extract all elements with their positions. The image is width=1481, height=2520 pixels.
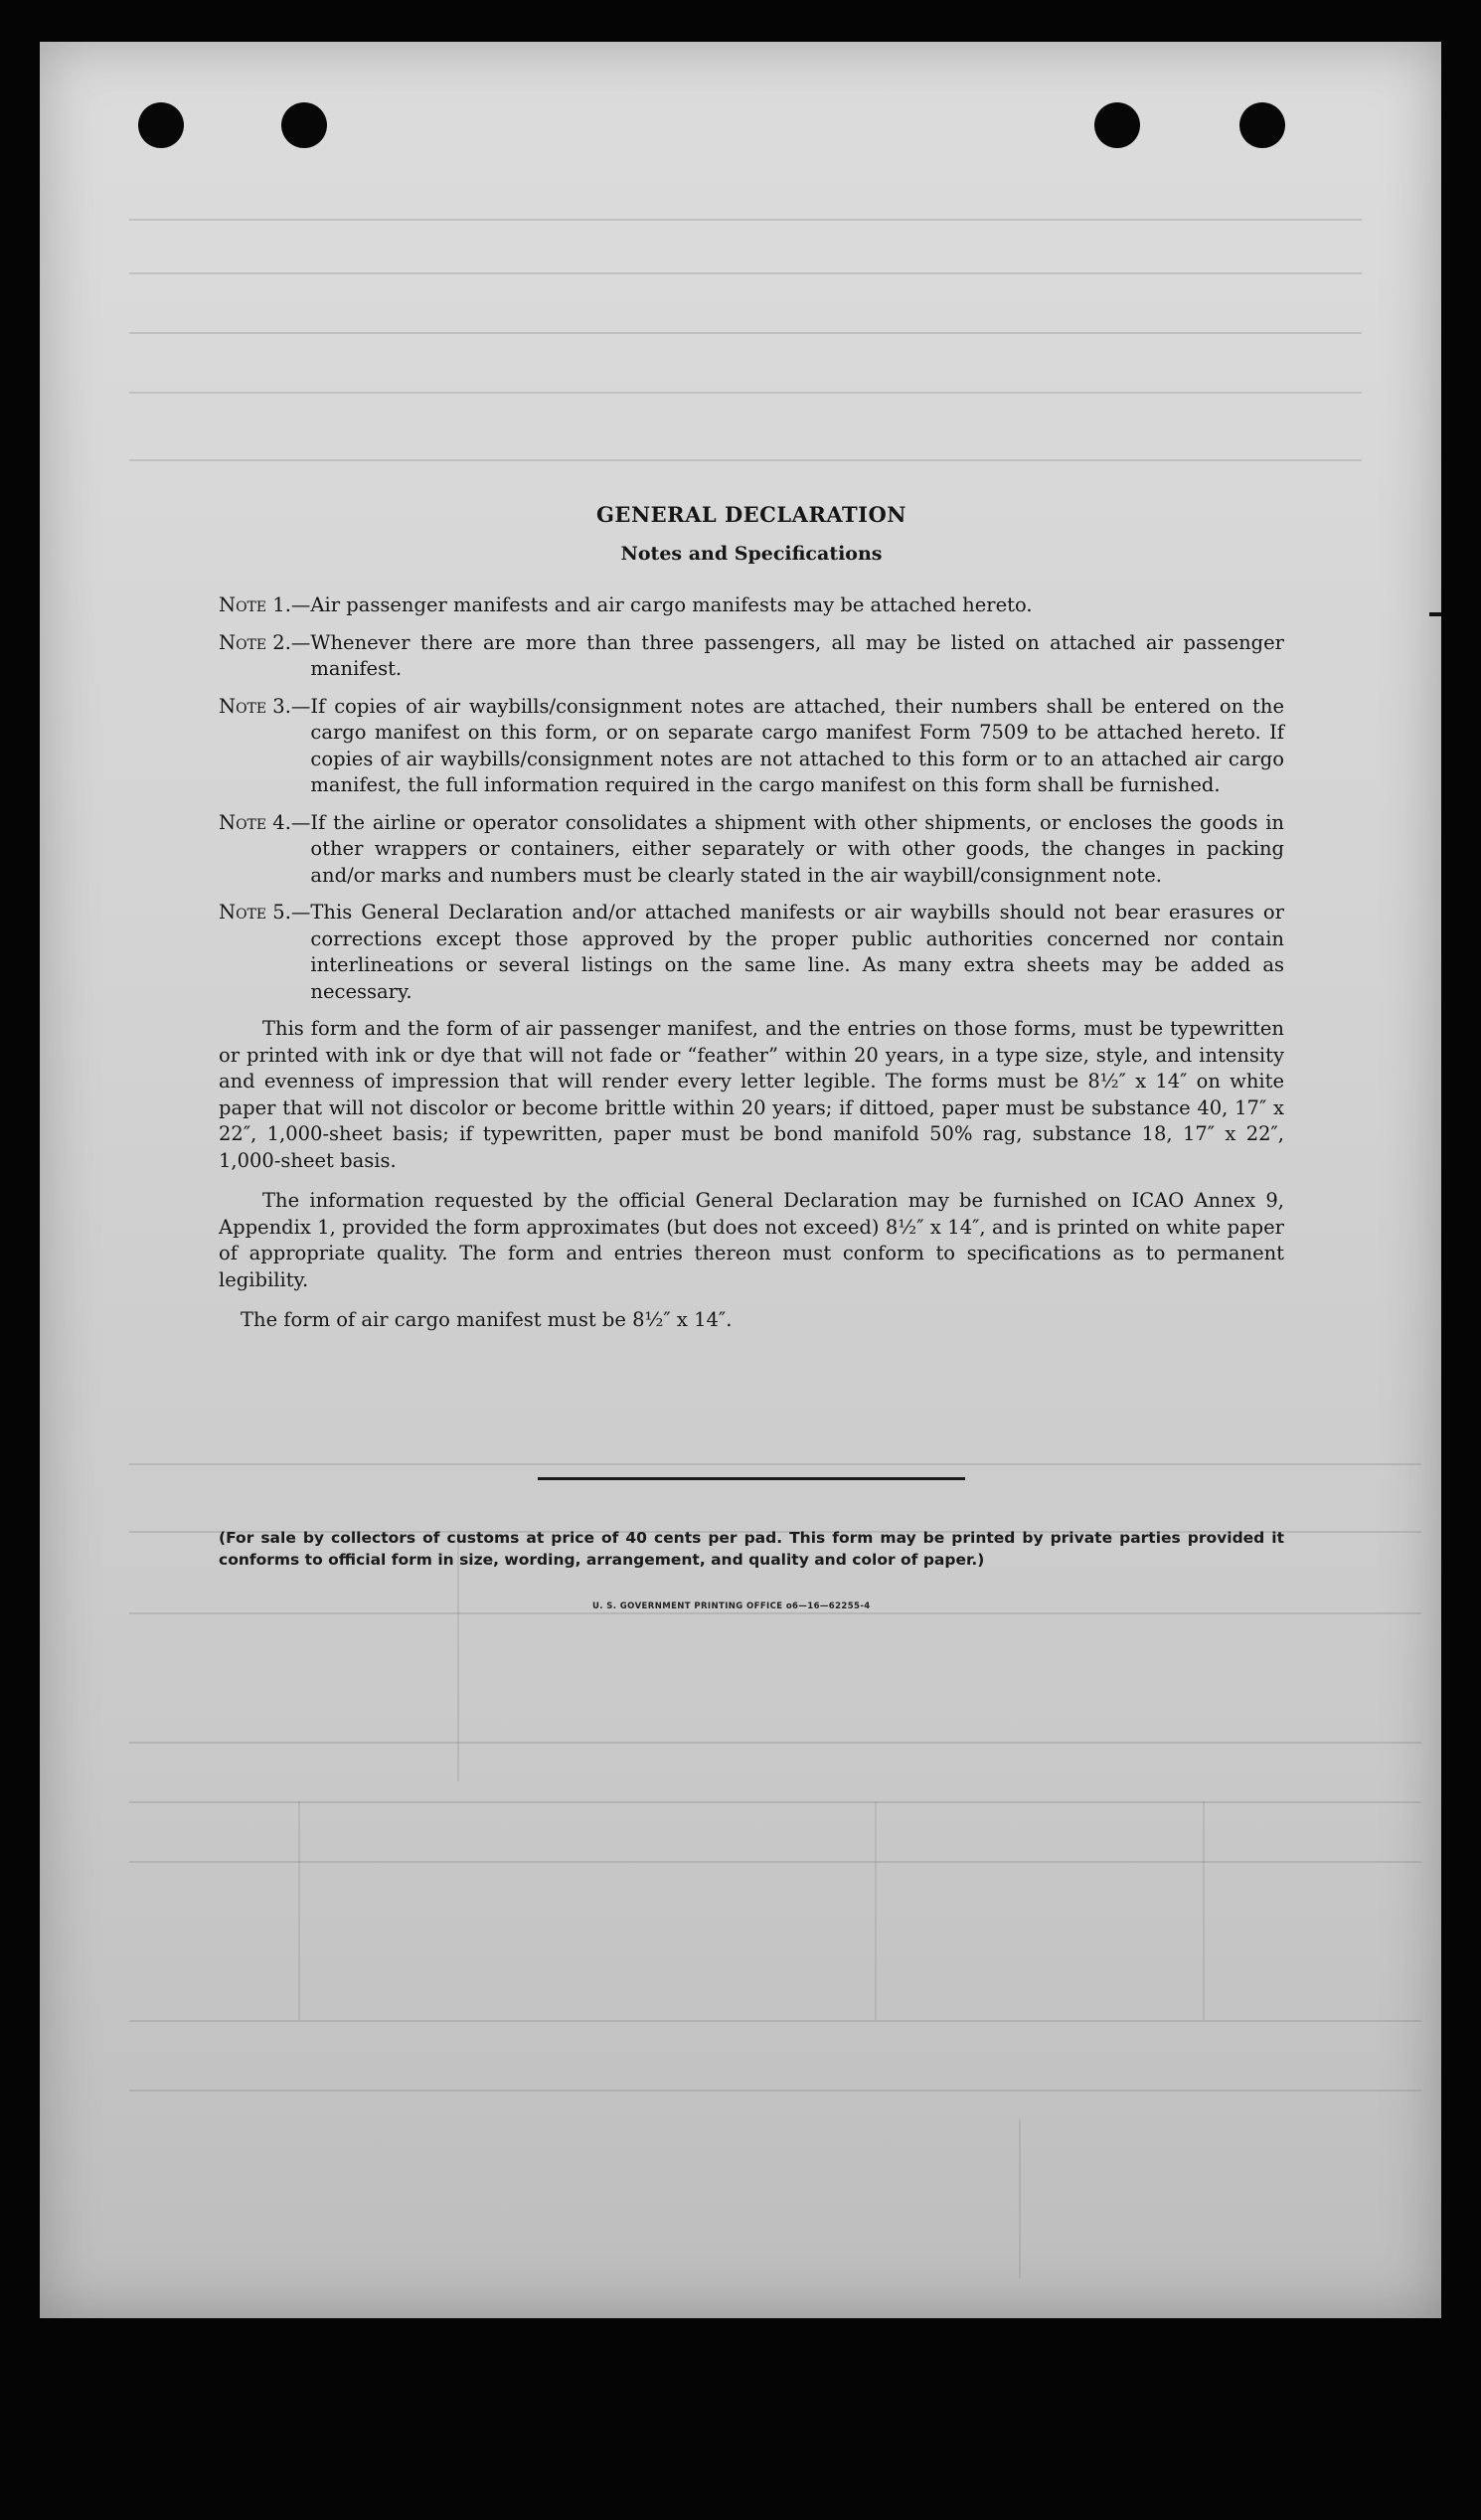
document-subtitle: Notes and Specifications: [620, 543, 883, 565]
edge-mark: [1429, 612, 1441, 616]
icao-paragraph: The information requested by the official General Declaration may be furnished on ICAO Annex 9, Appendix 1, provided the form approximates (but does not exceed) 8½″ x 14″, and is printed on white paper of appropriate quality. The form and entries thereon must conform to specifications as to permanent legibility.: [219, 1189, 1284, 1291]
note-text: Air passenger manifests and air cargo manifests may be attached hereto.: [310, 593, 1033, 616]
punch-hole-2: [281, 102, 327, 148]
note-3: [219, 694, 1284, 799]
punch-hole-4: [1239, 102, 1285, 148]
note-label: Note 5.—: [219, 901, 311, 924]
note-text: Whenever there are more than three passengers, all may be listed on attached air passenger manifest.: [310, 630, 1284, 680]
printer-imprint: U. S. GOVERNMENT PRINTING OFFICE o6—16—62255-4: [592, 1601, 871, 1611]
note-1: [219, 592, 1284, 619]
legibility-paragraph: This form and the form of air passenger manifest, and the entries on those forms, must be typewritten or printed with ink or dye that will not fade or “feather” within 20 years, in a type size, style, and intensity and evenness of impression that will render every letter legible. The forms must be 8½″ x 14″ on white paper that will not discolor or become brittle within 20 years; if dittoed, paper must be substance 40, 17″ x 22″, 1,000-sheet basis; if typewritten, paper must be bond manifold 50% rag, substance 18, 17″ x 22″, 1,000-sheet basis.: [219, 1017, 1284, 1172]
note-text: If the airline or operator consolidates a shipment with other shipments, or encloses the goods in other wrappers or containers, either separately or with other goods, the changes in packing and/or marks and numbers must be clearly stated in the air waybill/consignment note.: [310, 810, 1284, 887]
note-text: If copies of air waybills/consignment notes are attached, their numbers shall be entered on the cargo manifest on this form, or on separate cargo manifest Form 7509 to be attached hereto. If copies of air waybills/consignment notes are not attached to this form or to an attached air cargo manifest, the full information required in the cargo manifest on this form shall be furnished.: [310, 694, 1284, 796]
document-title: GENERAL DECLARATION: [596, 502, 906, 527]
cargo-manifest-size-line: The form of air cargo manifest must be 8½″ x 14″.: [241, 1308, 733, 1331]
note-label: Note 4.—: [219, 810, 311, 834]
note-2: [219, 630, 1284, 683]
punch-hole-3: [1094, 102, 1140, 148]
note-text: This General Declaration and/or attached manifests or air waybills should not bear erasures or corrections except those approved by the proper public authorities concerned nor contain interlineations or several listings on the same line. As many extra sheets may be added as necessary.: [310, 901, 1284, 1003]
divider-rule: [538, 1477, 965, 1480]
note-label: Note 2.—: [219, 630, 311, 654]
note-label: Note 1.—: [219, 593, 311, 616]
note-4: [219, 810, 1284, 890]
note-5: [219, 900, 1284, 1005]
punch-hole-1: [138, 102, 184, 148]
note-label: Note 3.—: [219, 694, 311, 718]
notes-and-specifications: [219, 502, 1284, 1334]
sale-notice: (For sale by collectors of customs at price of 40 cents per pad. This form may be printed by private parties provided it conforms to official form in size, wording, arrangement, and quality and color of paper.): [219, 1529, 1284, 1569]
